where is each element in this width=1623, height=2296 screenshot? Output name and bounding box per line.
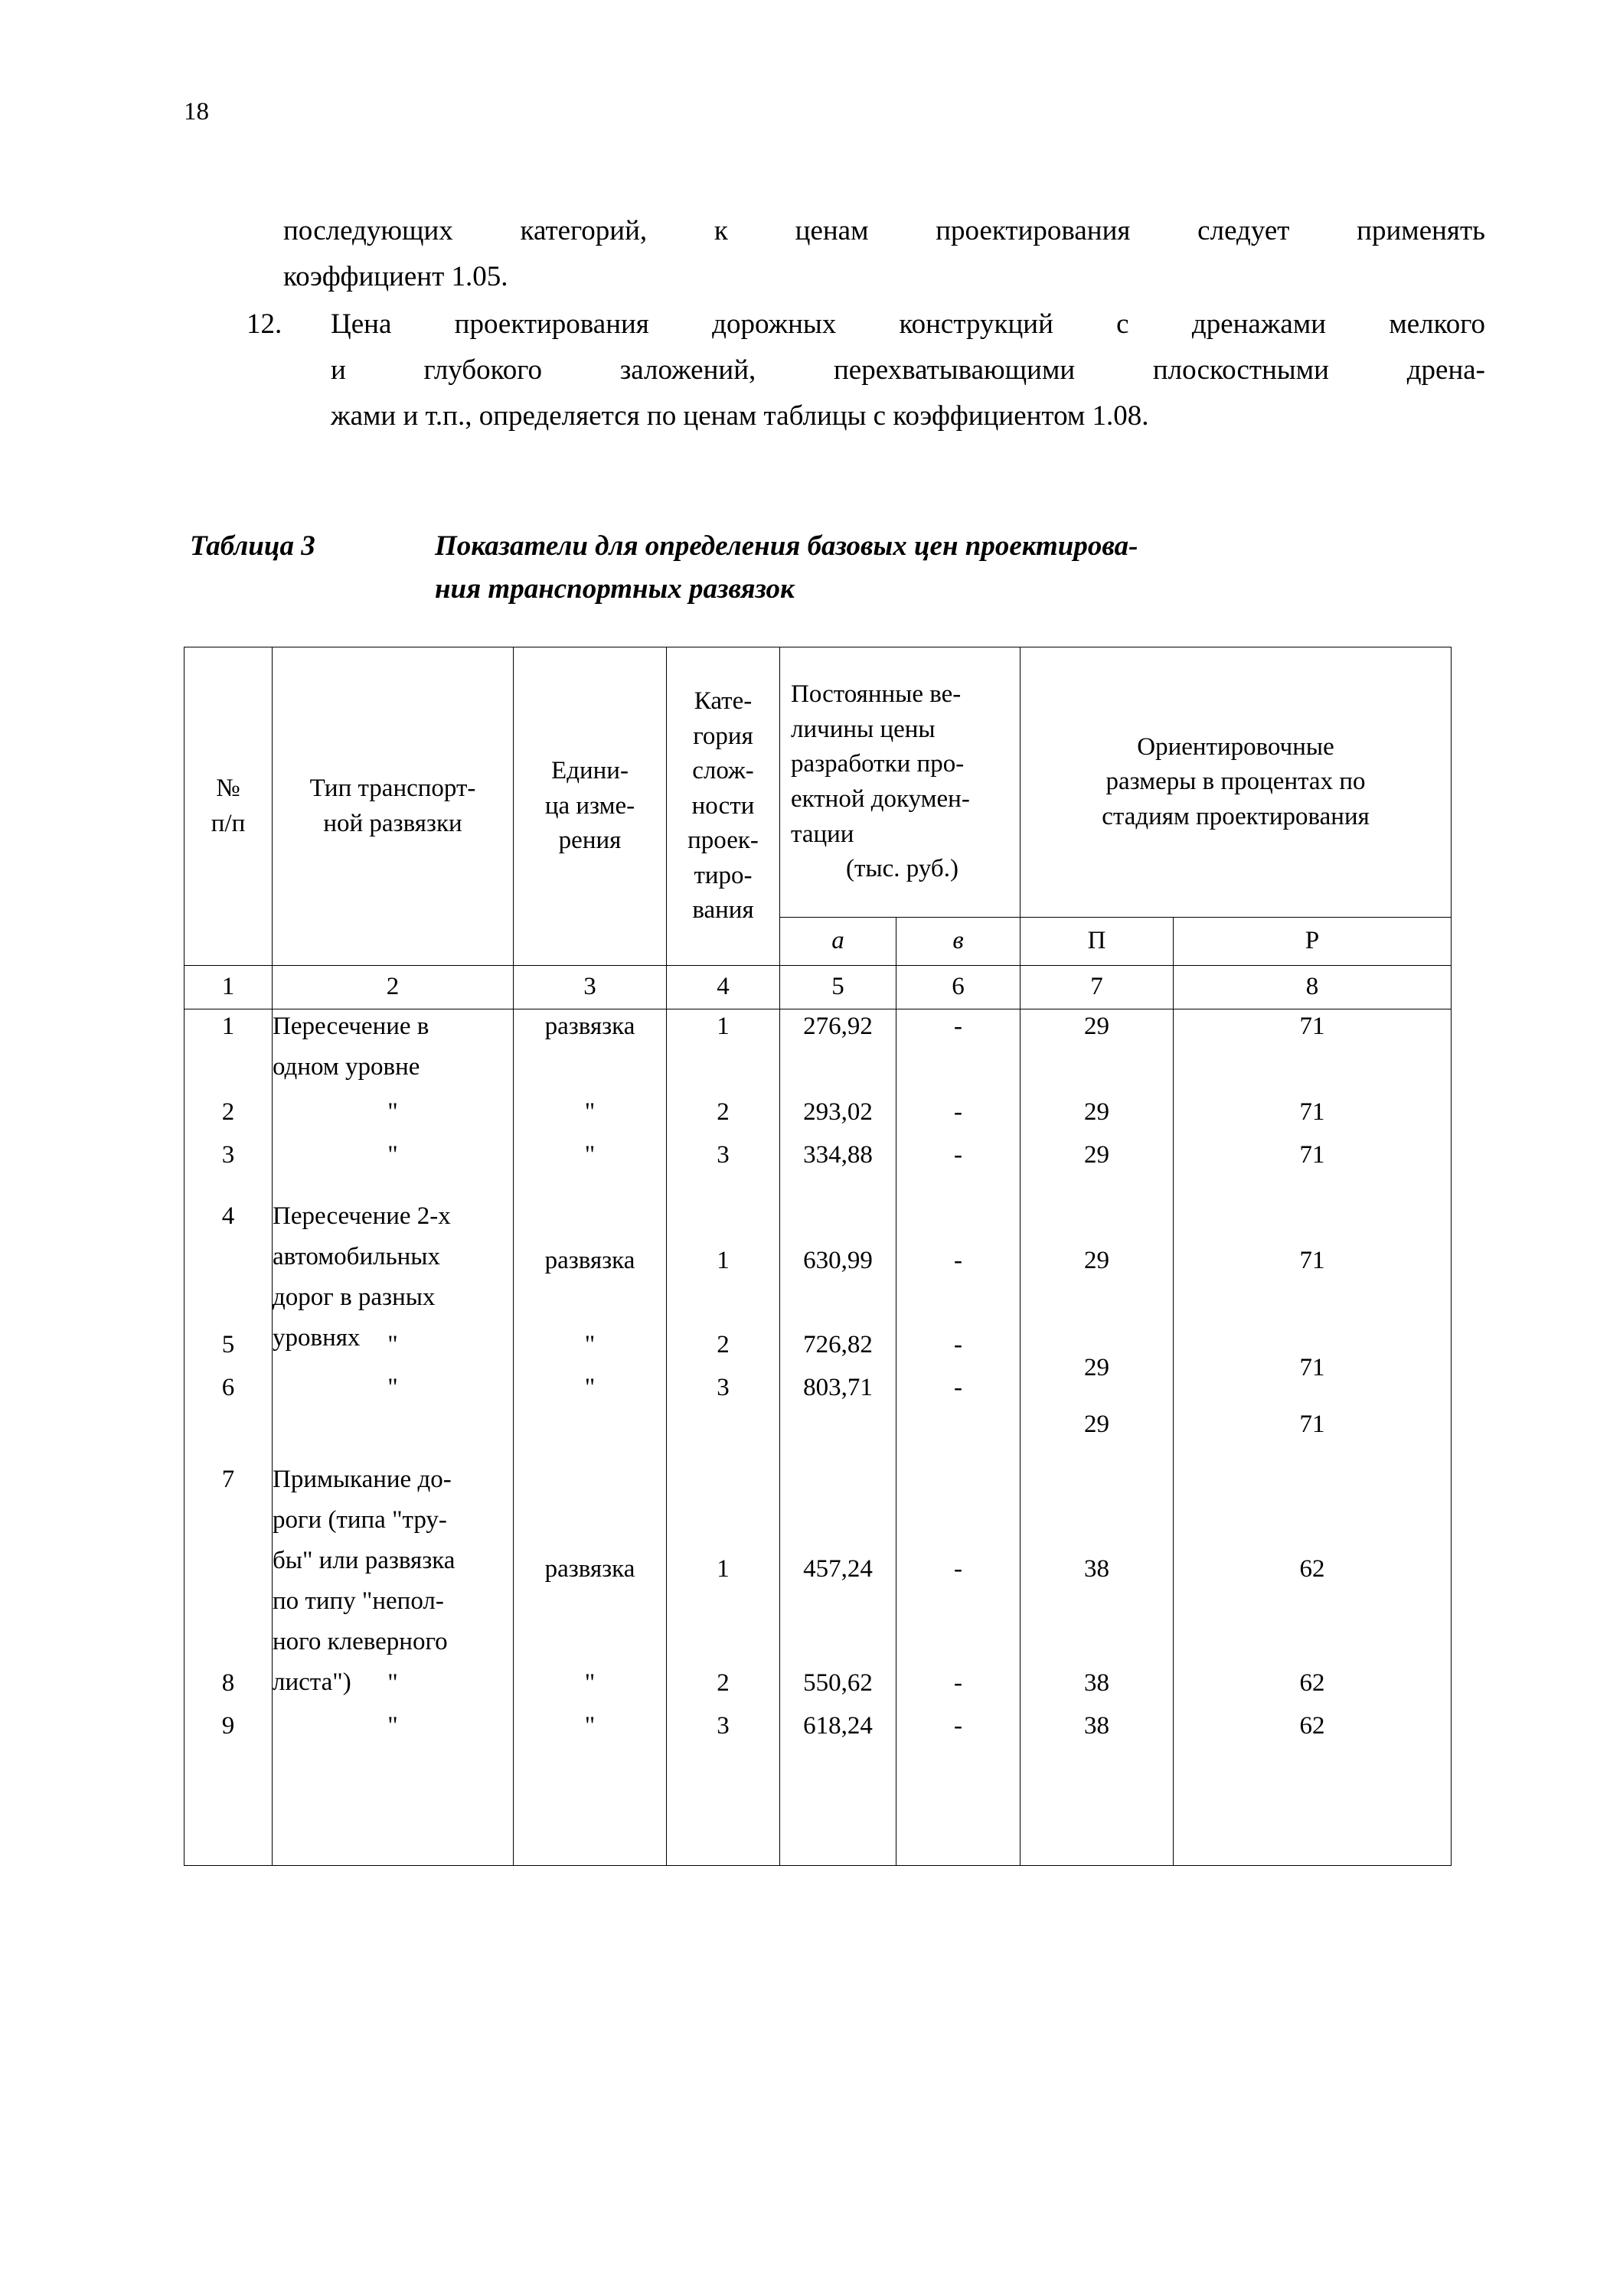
header-line: слож- <box>692 757 754 785</box>
list-item-line: и глубокого заложений, перехватывающими плоскостными дрена- <box>331 354 1485 386</box>
header-line: разработки про- <box>791 750 965 778</box>
column-number: 3 <box>514 966 667 1009</box>
table-cell: 8 <box>221 1669 235 1697</box>
table-caption-line: Показатели для определения базовых цен проектирова- <box>435 530 1138 562</box>
header-line: рения <box>558 827 622 855</box>
table-cell: 6 <box>221 1374 235 1401</box>
table-cell: 7 <box>221 1466 235 1493</box>
column-number: 1 <box>185 966 273 1009</box>
table-cell: 276,92 <box>803 1013 873 1040</box>
table-cell-line: листа") <box>273 1668 351 1696</box>
table-cell: 2 <box>717 1331 730 1358</box>
header-line: тиро- <box>694 861 753 889</box>
column-number: 7 <box>1020 966 1174 1009</box>
table-cell-line: Пересечение в <box>273 1013 429 1040</box>
list-item-line: жами и т.п., определяется по ценам таблицы с коэффициентом 1.08. <box>331 400 1149 432</box>
table-cell-line: Примыкание до- <box>273 1466 452 1493</box>
header-line: (тыс. руб.) <box>846 855 958 883</box>
table-cell: " <box>584 1331 596 1358</box>
table-cell: 29 <box>1084 1098 1109 1126</box>
table-cell: 726,82 <box>803 1331 873 1358</box>
data-column-a <box>780 1009 896 1866</box>
interchange-price-table <box>184 647 1452 1866</box>
header-cell-a: а <box>780 918 896 966</box>
table-cell: 2 <box>717 1669 730 1697</box>
table-cell: 293,02 <box>803 1098 873 1126</box>
table-cell: 29 <box>1084 1411 1109 1438</box>
table-cell: 3 <box>717 1712 730 1740</box>
table-cell: " <box>584 1098 596 1126</box>
data-column-type <box>273 1009 514 1866</box>
table-cell-line: ного клеверного <box>273 1628 448 1655</box>
table-cell-line: " <box>387 1141 398 1169</box>
paragraph-line: коэффициент 1.05. <box>283 260 508 292</box>
table-cell-line: автомобильных <box>273 1243 440 1270</box>
column-number: 4 <box>667 966 780 1009</box>
data-column-r <box>1174 1009 1452 1866</box>
header-line: Постоянные ве- <box>791 680 962 709</box>
table-cell: 71 <box>1299 1354 1325 1381</box>
table-cell-line: дорог в разных <box>273 1283 436 1311</box>
header-line: Едини- <box>551 757 629 785</box>
table-cell: 3 <box>221 1141 235 1169</box>
table-cell: 803,71 <box>803 1374 873 1401</box>
header-line: проек- <box>687 827 759 855</box>
table-cell: 71 <box>1299 1141 1325 1169</box>
table-cell: 29 <box>1084 1247 1109 1275</box>
table-cell: 62 <box>1299 1669 1325 1697</box>
table-cell: 29 <box>1084 1013 1109 1040</box>
header-group-prices <box>780 647 1020 918</box>
table-cell: 550,62 <box>803 1669 873 1697</box>
table-cell: - <box>954 1374 962 1401</box>
table-cell: 71 <box>1299 1247 1325 1275</box>
table-cell-line: Пересечение 2-х <box>273 1202 451 1230</box>
table-cell-line: по типу "непол- <box>273 1587 444 1615</box>
table-cell: - <box>954 1669 962 1697</box>
data-column-p <box>1020 1009 1174 1866</box>
table-cell: 1 <box>717 1554 730 1583</box>
header-line: ца изме- <box>544 791 635 820</box>
table-cell: 1 <box>717 1247 730 1275</box>
table-cell: 334,88 <box>803 1141 873 1169</box>
header-line: ной развязки <box>323 809 462 837</box>
table-cell: 4 <box>221 1202 235 1230</box>
table-cell: 62 <box>1299 1554 1325 1583</box>
header-cell-unit <box>514 647 667 966</box>
header-cell-type <box>273 647 514 966</box>
header-line: Тип транспорт- <box>309 774 476 802</box>
table-cell: развязка <box>544 1013 635 1040</box>
table-cell: " <box>584 1712 596 1740</box>
table-caption-label: Таблица 3 <box>190 530 315 562</box>
header-cell-p: П <box>1020 918 1174 966</box>
numbered-list-item-12 <box>247 302 1485 439</box>
table-cell: 3 <box>717 1374 730 1401</box>
table-cell-line: " <box>387 1712 398 1740</box>
table-cell: " <box>584 1141 596 1169</box>
list-item-number: 12. <box>247 308 282 340</box>
list-item-line: Цена проектирования дорожных конструкций с дренажами мелкого <box>331 308 1485 340</box>
table-header-row <box>185 647 1452 918</box>
table-cell-line: " <box>387 1098 398 1126</box>
table-cell: 71 <box>1299 1013 1325 1040</box>
table-cell-line: " <box>387 1669 398 1697</box>
table-cell: 2 <box>221 1098 235 1126</box>
paragraph-continuation <box>283 208 1485 300</box>
header-line: вания <box>692 896 754 925</box>
table-caption-line: ния транспортных развязок <box>435 573 795 605</box>
column-number: 2 <box>273 966 514 1009</box>
table-cell: 71 <box>1299 1411 1325 1438</box>
table-cell: 1 <box>221 1013 235 1040</box>
header-line: личины цены <box>791 715 936 743</box>
data-column-category <box>667 1009 780 1866</box>
table-cell: - <box>954 1247 962 1275</box>
data-column-no <box>185 1009 273 1866</box>
data-column-v <box>896 1009 1020 1866</box>
header-line: № <box>216 774 240 802</box>
table-cell: 3 <box>717 1141 730 1169</box>
table-cell: - <box>954 1141 962 1169</box>
table-cell: 1 <box>717 1013 730 1040</box>
table-cell-line: одном уровне <box>273 1053 420 1081</box>
table-cell: 5 <box>221 1331 235 1358</box>
table-cell-line: " <box>387 1374 398 1401</box>
table-container <box>184 647 1451 1866</box>
table-cell: 630,99 <box>803 1247 873 1275</box>
header-line: ности <box>691 791 755 820</box>
table-cell: 38 <box>1084 1554 1109 1583</box>
table-cell: " <box>584 1374 596 1401</box>
table-cell: 9 <box>221 1712 235 1740</box>
table-cell: 38 <box>1084 1712 1109 1740</box>
header-line: Ориентировочные <box>1137 732 1334 761</box>
header-cell-r: Р <box>1174 918 1452 966</box>
table-column-number-row <box>185 966 1452 1009</box>
table-cell-line: бы" или развязка <box>273 1547 456 1574</box>
table-cell: 38 <box>1084 1669 1109 1697</box>
table-cell: развязка <box>544 1247 635 1275</box>
column-number: 8 <box>1174 966 1452 1009</box>
table-cell: - <box>954 1098 962 1126</box>
table-cell: " <box>584 1669 596 1697</box>
header-line: стадиям проектирования <box>1102 802 1370 830</box>
table-data-region <box>185 1009 1452 1866</box>
table-cell: - <box>954 1554 962 1583</box>
header-cell-v: в <box>896 918 1020 966</box>
table-cell: - <box>954 1712 962 1740</box>
header-line: размеры в процентах по <box>1105 768 1366 796</box>
table-cell: 618,24 <box>803 1712 873 1740</box>
header-cell-category <box>667 647 780 966</box>
table-cell: - <box>954 1331 962 1358</box>
body-text-block <box>247 208 1485 439</box>
table-cell-line: " <box>387 1331 398 1358</box>
table-cell: 29 <box>1084 1354 1109 1381</box>
header-line: тации <box>791 820 854 848</box>
table-caption <box>190 525 1461 611</box>
table-cell: - <box>954 1013 962 1040</box>
table-cell-line: роги (типа "тру- <box>273 1506 447 1534</box>
table-cell: 457,24 <box>803 1554 873 1583</box>
header-group-stages <box>1020 647 1452 918</box>
table-cell: развязка <box>544 1554 635 1583</box>
header-cell-no <box>185 647 273 966</box>
header-line: гория <box>693 722 753 750</box>
header-line: ектной докумен- <box>791 785 970 813</box>
data-column-unit <box>514 1009 667 1866</box>
header-line: Кате- <box>694 687 753 716</box>
table-cell: 71 <box>1299 1098 1325 1126</box>
table-cell-line: уровнях <box>273 1324 361 1352</box>
column-number: 6 <box>896 966 1020 1009</box>
column-number: 5 <box>780 966 896 1009</box>
page-number: 18 <box>184 98 209 126</box>
table-cell: 62 <box>1299 1712 1325 1740</box>
paragraph-line: последующих категорий, к ценам проектирования следует применять <box>283 215 1485 246</box>
table-cell: 29 <box>1084 1141 1109 1169</box>
table-cell: 2 <box>717 1098 730 1126</box>
header-line: п/п <box>211 809 246 837</box>
